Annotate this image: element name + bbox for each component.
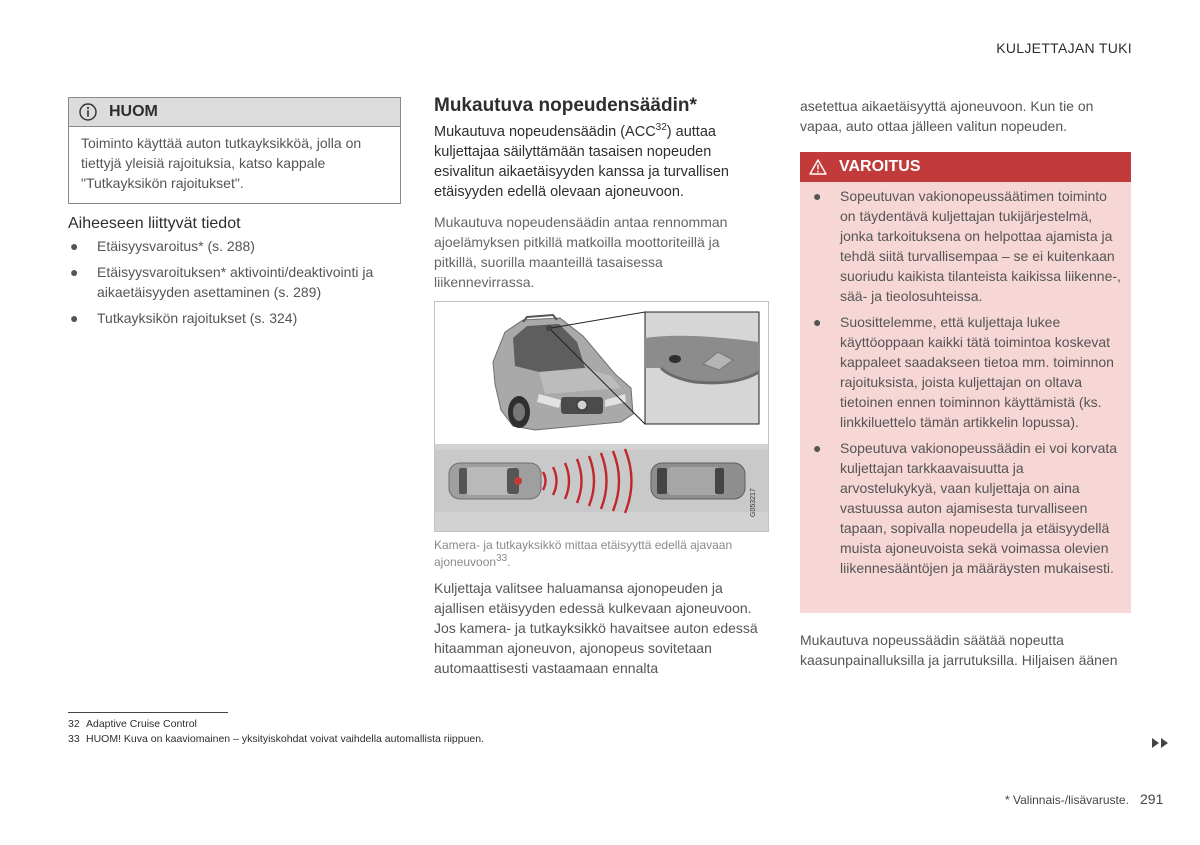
main-heading: Mukautuva nopeudensäädin*: [434, 95, 697, 116]
related-link-radar-limitations[interactable]: [68, 308, 403, 328]
related-heading: Aiheeseen liittyvät tiedot: [68, 215, 241, 232]
intro-paragraph: [434, 122, 764, 202]
bullet-icon: ●: [70, 310, 79, 326]
vehicle-ahead-top-view: [651, 463, 745, 499]
bullet-icon: ●: [70, 238, 79, 254]
footnote-number: 32: [68, 718, 80, 730]
footnote-32: [68, 717, 484, 732]
footnotes: [68, 717, 484, 747]
warning-item-text: Sopeutuvan vakionopeussäätimen toiminto on täydentävä kuljettajan tukijärjestelmä, jonka tarkoituksena on helpottaa ajamista ja tehdä siitä turvallisempaa – se ei kuitenkaan suoriudu kaikista tilanteista kaikissa liikenne-, sää- ja tieolosuhteissa.: [840, 188, 1121, 304]
related-link-distance-warning[interactable]: [68, 236, 403, 256]
page-number: 291: [1140, 791, 1164, 807]
warning-item-text: Sopeutuva vakionopeussäädin ei voi korvata kuljettajan tarkkaavaisuutta ja arvostelukykyä, vaan kuljettaja on aina vastuussa auton ajamisesta turvalliseen tapaan, sopivalla nopeudella ja etäisyydellä muista ajoneuvoista sekä voimassa olevien liikennesääntöjen ja määräysten mukaisesti.: [840, 440, 1118, 576]
continuation-paragraph: asetettua aikaetäisyyttä ajoneuvoon. Kun tie on vapaa, auto ottaa jälleen valitun nopeuden.: [800, 98, 1094, 134]
footnote-ref-33: 33: [496, 553, 508, 564]
intro-text-end: ) auttaa kuljettajaa säilyttämään tasaisen nopeuden esivalitun aikaetäisyyden kanssa ja turvallisen etäisyyden edellä olevaan ajoneuvoon.: [434, 124, 729, 200]
footnote-ref-32: 32: [655, 122, 667, 134]
bullet-icon: ●: [813, 440, 822, 456]
footnote-text: Adaptive Cruise Control: [86, 718, 197, 730]
warning-item: [800, 186, 1121, 306]
bullet-icon: ●: [70, 264, 79, 280]
acc-illustration-graphic: [435, 302, 768, 531]
warning-box: [800, 152, 1131, 613]
bullet-icon: ●: [813, 314, 822, 330]
section-title: KULJETTAJAN TUKI: [996, 40, 1132, 56]
note-text: Toiminto käyttää auton tutkayksikköä, jolla on tiettyjä yleisiä rajoituksia, katso kappale "Tutkayksikön rajoitukset".: [81, 135, 362, 191]
footnote-number: 33: [68, 733, 80, 745]
note-title: HUOM: [109, 103, 158, 120]
camera-radar-inset: [645, 312, 759, 424]
note-box: [68, 97, 401, 204]
caption-text: Kamera- ja tutkayksikkö mittaa etäisyyttä edellä ajavaan ajoneuvoon: [434, 538, 733, 569]
warning-item: [800, 312, 1121, 432]
footnote-text: HUOM! Kuva on kaaviomainen – yksityiskohdat voivat vaihdella automallista riippuen.: [86, 733, 485, 745]
own-car-top-view: [449, 463, 541, 499]
warning-item-text: Suosittelemme, että kuljettaja lukee käyttöoppaan kaikki tätä toimintoa koskevat kappaleet saadakseen tietoa mm. toiminnon rajoituksista, joista kuljettajan on oltava tietoinen ennen toiminnon käyttämistä (ks. linkkiluettelo tämän artikkelin lopussa).: [840, 314, 1114, 430]
warning-item: [800, 438, 1121, 578]
warning-header: [800, 152, 1131, 182]
info-icon: [79, 103, 97, 121]
note-header: [69, 98, 400, 127]
warning-title: VAROITUS: [839, 158, 921, 175]
intro-text-start: Mukautuva nopeudensäädin (ACC: [434, 124, 656, 140]
related-links-list: [68, 236, 403, 334]
acc-illustration: [434, 301, 769, 532]
double-arrow-right-icon[interactable]: [1150, 737, 1170, 749]
figure-code: G053217: [750, 488, 757, 517]
description-paragraph: Mukautuva nopeudensäädin antaa rennomman ajoelämyksen pitkillä matkoilla moottoriteillä ja pitkillä, suorilla maanteillä tasaisessa liikennevirrassa.: [434, 214, 728, 290]
related-link-label: Tutkayksikön rajoitukset (s. 324): [97, 310, 298, 326]
related-link-distance-warning-activation[interactable]: [68, 262, 403, 302]
caption-end: .: [507, 555, 511, 569]
bullet-icon: ●: [813, 188, 822, 204]
speed-adjust-paragraph: Mukautuva nopeussäädin säätää nopeutta kaasunpainalluksilla ja jarrutuksilla. Hiljaisen äänen: [800, 632, 1118, 668]
figure-caption: [434, 537, 764, 571]
warning-list: [800, 182, 1131, 578]
related-link-label: Etäisyysvaroitus* (s. 288): [97, 238, 255, 254]
footnote-divider: [68, 712, 228, 713]
footnote-33: [68, 732, 484, 747]
optional-equipment-note: * Valinnais-/lisävaruste.: [1005, 793, 1129, 807]
driver-selection-paragraph: Kuljettaja valitsee haluamansa ajonopeuden ja ajallisen etäisyyden edessä kulkevaan ajoneuvoon. Jos kamera- ja tutkayksikkö havaitsee auton edessä hitaamman ajoneuvon, ajonopeus sovitetaan automaattisesti vastaamaan ennalta: [434, 580, 758, 676]
related-link-label: Etäisyysvaroituksen* aktivointi/deaktivointi ja aikaetäisyyden asettaminen (s. 289): [97, 264, 374, 300]
warning-triangle-icon: [809, 159, 827, 175]
